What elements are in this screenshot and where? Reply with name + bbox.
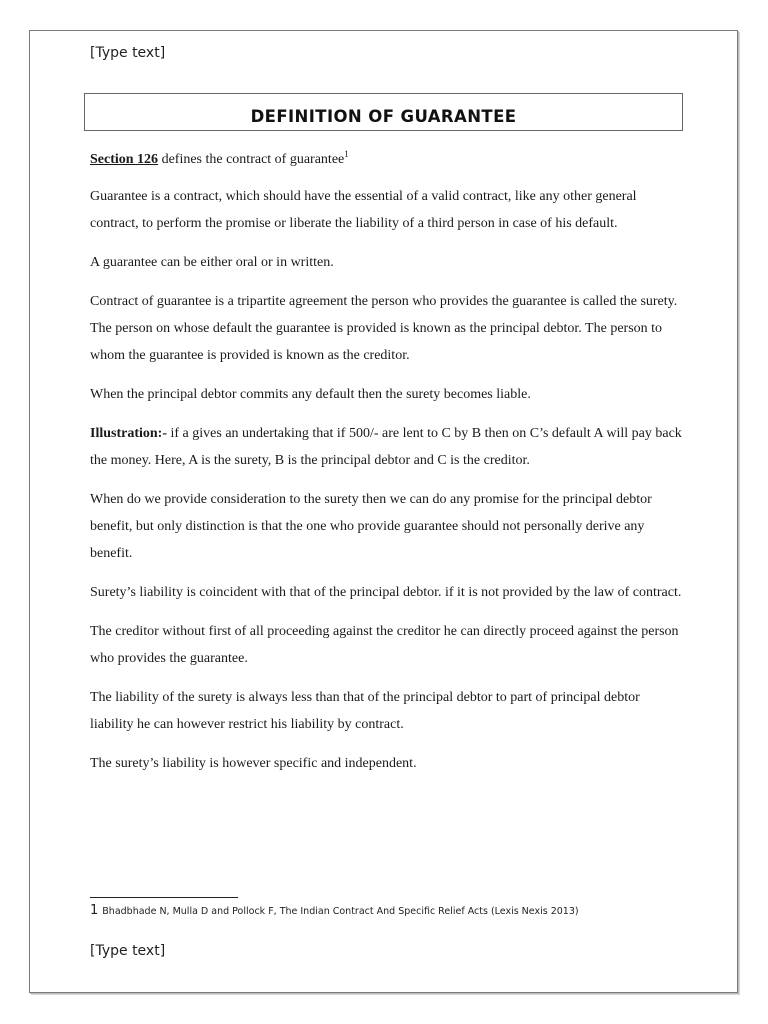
paragraph: Contract of guarantee is a tripartite agreement the person who provides the guarantee is called the surety. The person on whose default the guarantee is provided is known as the principal debtor. The person to whom the guarantee is provided is known as the creditor. xyxy=(90,294,678,363)
section-reference: Section 126 xyxy=(90,152,159,167)
page-footer[interactable]: [Type text] xyxy=(90,943,166,959)
intro-text: defines the contract of guarantee xyxy=(158,152,345,167)
page-header[interactable]: [Type text] xyxy=(90,45,166,61)
intro-paragraph xyxy=(90,146,682,173)
footnote-number: 1 xyxy=(90,903,99,918)
illustration-text: if a gives an undertaking that if 500/- are lent to C by B then on C’s default A will pay back the money. Here, A is the surety, B is the principal debtor and C is the creditor. xyxy=(90,426,682,468)
paragraph: Guarantee is a contract, which should have the essential of a valid contract, like any other general contract, to perform the promise or liberate the liability of a third person in case of his default. xyxy=(90,189,637,231)
illustration-label: Illustration:- xyxy=(90,426,167,441)
paragraph: Surety’s liability is coincident with that of the principal debtor. if it is not provided by the law of contract. xyxy=(90,585,682,600)
footnote xyxy=(90,903,579,918)
paragraph: The surety’s liability is however specific and independent. xyxy=(90,756,417,771)
footnote-separator xyxy=(90,897,238,898)
paragraph: The liability of the surety is always less than that of the principal debtor to part of principal debtor liability he can however restrict his liability by contract. xyxy=(90,690,640,732)
paragraph: When the principal debtor commits any default then the surety becomes liable. xyxy=(90,387,531,402)
title-box xyxy=(84,93,683,131)
illustration-paragraph xyxy=(90,420,682,474)
paragraph: The creditor without first of all proceeding against the creditor he can directly proceed against the person who provides the guarantee. xyxy=(90,624,679,666)
paragraph: When do we provide consideration to the surety then we can do any promise for the principal debtor benefit, but only distinction is that the one who provide guarantee should not personally derive any benefit. xyxy=(90,492,652,561)
footnote-text: Bhadbhade N, Mulla D and Pollock F, The Indian Contract And Specific Relief Acts (Lexis Nexis 2013) xyxy=(102,906,579,917)
paragraph: A guarantee can be either oral or in written. xyxy=(90,255,334,270)
document-body xyxy=(90,146,682,789)
footnote-marker[interactable]: 1 xyxy=(344,149,349,159)
document-title: DEFINITION OF GUARANTEE xyxy=(250,107,517,126)
